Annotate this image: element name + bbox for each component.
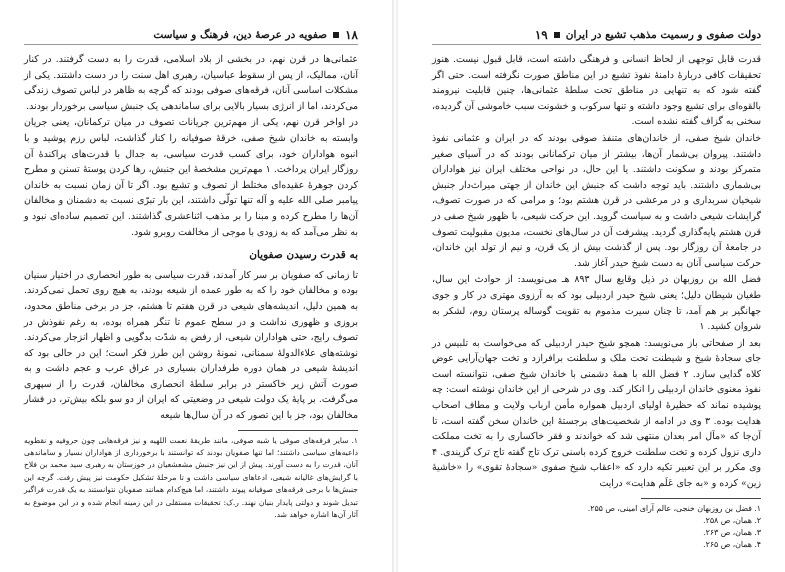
header-square-icon	[554, 32, 560, 38]
footnote-separator	[641, 498, 761, 499]
header-square-icon	[333, 32, 339, 38]
right-page	[400, 0, 785, 572]
footnote-item: ۳. همان، ص ۲۶۳.	[703, 528, 761, 538]
left-paragraph: در اواخر قرن نهم، یکی از مهم‌ترین جریانات تصوف در میان ترکمانان، یعنی جریان وابسته به خاندان شیخ صفی، خرقهٔ صوفیانه را کنار گذاشت، لباس رزم پوشید و با انبوه هواداران خود، برای کسب قدرت سیاسی، به جدال با قدرت‌های پراکندهٔ آن روزگار ایران پرداخت. ۱ مهم‌ترین مشخصهٔ این جنبش، رها کردن پوستهٔ تسنن و مطرح کردن جوهرهٔ عقیده‌ای مختلط از تصوف و تشیع بود. اگر تا آن زمان نسبت به خاندان پیامبر صلی الله علیه و آله تنها تولّی داشتند، این بار تبرّی نسبت به دشمنان و مخالفان آن‌ها را مطرح کرده و مبنا را بر مذهب اثناعشری گذاشتند. این تصمیم ساده‌ای نبود و به نظر می‌آمد که به زودی با موجی از مخالفت روبرو شود.	[24, 117, 359, 238]
right-running-head-title: دولت صفوی و رسمیت مذهب تشیع در ایران	[565, 29, 761, 41]
right-paragraph: بعد از صفحاتی باز می‌نویسد: همچو شیخ حیدر اردبیلی که می‌خواست به تلبیس در جای سجادهٔ شیخ و شیطنت تحت ملک و سلطنت برافرازد و تخت جهان‌آرایی عوض کلاه گدایی سازد. ۲ فضل الله با همهٔ دشمنی با خاندان شیخ صفی، نتوانسته است نفوذ معنوی خاندان اردبیلی را انکار کند. وی در شرحی از این خاندان نوشته است: چه پوشیده نماند که حظیرهٔ اولیای اردبیل همواره مأمن ارباب ولایت و مطاف اصحاب هدایت بوده. ۳ وی در ادامه از شخصیت‌های برجستهٔ این خاندان سخن گفته است، تا آن‌جا که «مآل امر بعدان منتهی شد که خواندند و فقر خاکساری را به تخت مملکت داری نزول کرده و تخت سلطنت خروج کرده باسنی ترک تاج گفته تاج ترک گزیندی. ۴ وی مکرر بر این تعبیر تکیه دارد که «اعقاب شیخ صفوی «سجادهٔ تقوی» را «خاشیهٔ زین» کرده و «به جای عَلَم هدایت» درایت	[432, 337, 762, 490]
right-running-header	[432, 28, 761, 42]
left-header-rule	[24, 44, 358, 45]
left-footnote: ۱. سایر فرقه‌های صوفی یا شبه صوفی، مانند طریقهٔ نعمت اللهیه و نیز فرقه‌هایی چون حروفیه و نقطویه داعیه‌های سیاسی داشتند؛ اما تنها صفویان بودند که توانستند با برخورداری از هواداران بسیار و ساماندهی آنان، قدرت را به دست آورند. پیش از این نیز جنبش مشعشعیان در خوزستان به رهبری سید محمد بن فلاح با گرایش‌های غالیانه شیعی، ادعاهای سیاسی داشت و تا مرحلهٔ تشکیل حکومت نیز پیش رفت. گرچه این جنبش‌ها با برخی فرقه‌های صوفیانه پیوند داشتند، اما هیچ‌کدام همانند صفویان نتوانستند به یک قدرت فراگیر تبدیل شوند و دولتی پایدار بنیان نهند. ر.ک: تحقیقات مستقلی در این زمینه انجام شده و در این موضوع به آثار آن‌ها اشاره خواهد شد.	[24, 435, 358, 520]
footnote-item: ۴. همان، ص ۲۶۵.	[703, 540, 761, 550]
footnote-item: ۱. فضل بن روزبهان خنجی، عالم آرای امینی، ص ۲۵۵.	[587, 503, 761, 513]
left-body-text	[24, 52, 358, 523]
footnote-separator	[238, 430, 358, 431]
left-running-header	[24, 28, 358, 42]
section-heading: به قدرت رسیدن صفویان	[249, 249, 358, 262]
left-page	[0, 0, 390, 572]
left-paragraph: عثمانی‌ها در قرن نهم، در بخشی از بلاد اسلامی، قدرت را به دست گرفتند. در کنار آنان، ممالیک، از پس از سقوط عباسیان، رهبری اهل سنت را در دست داشتند. یکی از مشکلات اساسی آنان، فرقه‌های صوفی بودند که گرچه به ظاهر در لباس تصوف زندگی می‌کردند، اما از انرژی بسیار بالایی برای ساماندهی یک جنبش سیاسی برخوردار بودند.	[24, 54, 358, 112]
left-running-head-title: صفویه در عرصهٔ دین، فرهنگ و سیاست	[153, 29, 328, 41]
right-footnotes	[432, 503, 761, 552]
right-page-number: ۱۹	[534, 28, 548, 42]
left-page-number: ۱۸	[345, 28, 358, 42]
footnote-item: ۲. همان، ص ۲۵۸.	[703, 515, 761, 525]
right-paragraph: خاندان شیخ صفی، از خاندان‌های متنفذ صوفی بودند که در ایران و عثمانی نفوذ داشتند. پیروان بی‌شمار آن‌ها، بیشتر از میان ترکمانانی بودند که در آسیای صغیر متمرکز بودند و سکونت داشتند. یا این حال، در نواحی مختلف ایران نیز هواداران بی‌شماری داشتند. باید توجه داشت که جنبش این خاندان از جهتی میراث‌دار جنبش شیخیان سربداری و در مرعشی در قرن هشتم بود؛ و مرامی که در صورت تصوف، گرایشات شیعی داشت و به سیاست گروید. این حرکت شیعی، با ظهور شیخ صفی در قرن هشتم پایه‌گذاری گردید. پیشرفت آن در سال‌های نخست، مدیون مقبولیت تصوف در جامعهٔ آن روزگار بود. پس از گذشت بیش از یک قرن، و نیم از تولد این خاندان، حرکت سیاسی آنان به دست شیخ حیدر آغاز شد.	[432, 132, 761, 269]
right-body-text	[432, 52, 761, 551]
book-gutter	[392, 0, 398, 572]
right-header-rule	[432, 44, 761, 45]
right-paragraph: قدرت قابل توجهی از لحاظ انسانی و فرهنگی داشته است، قابل قبول نیست. هنوز تحقیقات کافی دربارهٔ دامنهٔ نفوذ تشیع در این مناطق صورت نگرفته است. حتی اگر گفته شود که به تنهایی در مناطق تحت سلطهٔ عثمانی‌ها، چنین قابلیت نیرومند بالقوه‌ای برای تشیع وجود داشته و تنها سرکوب و خشونت سبب خاموشی آن گردیده، سخنی به گزاف گفته نشده است.	[432, 54, 761, 128]
left-section-paragraph: تا زمانی که صفویان بر سر کار آمدند، قدرت سیاسی به طور انحصاری در اختیار سنیان بوده و مخالفان خود را که به طور عمده از شیعه بودند، به هیچ روی تحمل نمی‌کردند. به همین دلیل، اندیشه‌های شیعی در قرن هفتم تا هشتم، جز در برخی مناطق محدود، بروزی و ظهوری نداشت و در سطح عموم تا تنگر همراه بوده، به رغم نفوذش در تصوف رایج، حتی هواداران شیعی، از رفض به شدّت بدگویی و اظهار انزجار می‌کردند. نوشته‌های علاءالدولهٔ سمنانی، نمونهٔ روشن این طرز فکر است؛ این در حالی بود که اندیشهٔ شیعی در همان دوره طرفداران بسیاری در عراق عرب و عجم داشت و به صورت آتش زیر خاکستر در برابر سلطهٔ انحصاری مخالفان، قدرت را از سپهری می‌گرفت. بر پایهٔ یک دولت شیعی در وضعیتی که ایران از دو سو بلکه بیش‌تر، در فشار مخالفان بود، جز با این تصور که در آن سال‌ها شیعه	[24, 269, 358, 422]
right-paragraph: فضل الله بن روزبهان در ذیل وقایع سال ۸۹۳ هـ می‌نویسد: از حوادث این سال، طغیان شیطان دلیل؛ یعنی شیخ حیدر اردبیلی بود که به آرزوی مهتری در کار و جوی جهانگیر بر هم آمد، تا چنان سیرت مذموم به تقویت گوساله پرستان روم، لشکر به شروان کشید. ۱	[432, 274, 762, 333]
